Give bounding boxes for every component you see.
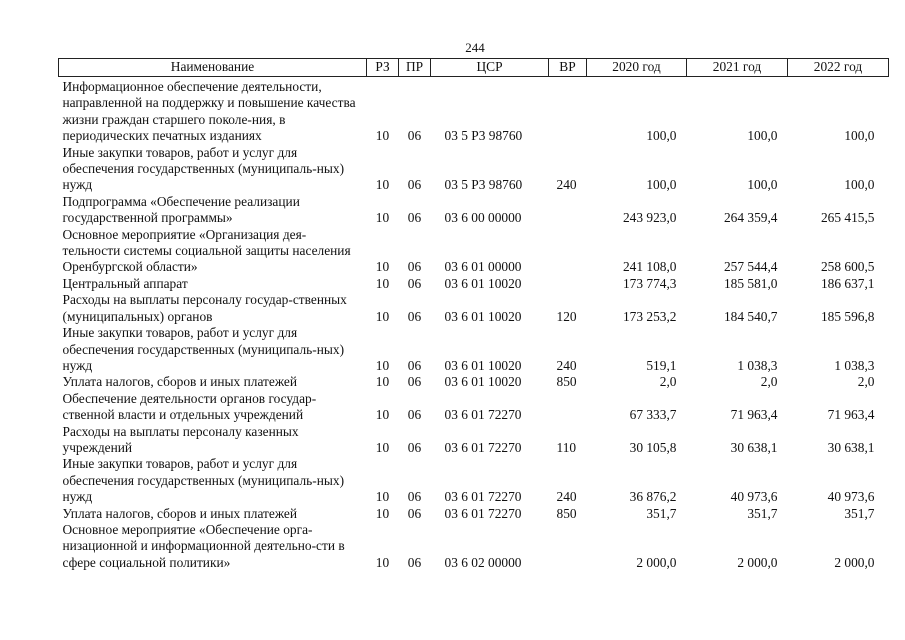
cell-2022: 2 000,0 bbox=[834, 554, 875, 570]
cell-2021: 2,0 bbox=[760, 374, 778, 390]
cell-rz: 10 bbox=[375, 554, 390, 570]
table-row bbox=[59, 145, 889, 194]
cell-name: Иные закупки товаров, работ и услуг для обеспечения государственных (муниципаль-ных) нужд bbox=[62, 144, 345, 193]
cell-csr: 03 6 01 10020 bbox=[444, 357, 522, 373]
cell-pr: 06 bbox=[407, 407, 422, 423]
cell-2022: 40 973,6 bbox=[827, 489, 875, 505]
cell-name: Основное мероприятие «Обеспечение орга-низационной и информационной деятельно-сти в сфере социальной политики» bbox=[62, 521, 345, 570]
table-row bbox=[59, 77, 889, 145]
cell-pr: 06 bbox=[407, 308, 422, 324]
cell-vr: 110 bbox=[556, 439, 577, 455]
table-body bbox=[59, 77, 889, 572]
cell-name: Центральный аппарат bbox=[62, 275, 188, 291]
cell-2021: 185 581,0 bbox=[723, 275, 778, 291]
cell-2020: 241 108,0 bbox=[622, 259, 677, 275]
cell-2022: 258 600,5 bbox=[820, 259, 875, 275]
cell-name: Расходы на выплаты персоналу казенных учреждений bbox=[62, 423, 299, 455]
cell-vr: 240 bbox=[556, 177, 577, 193]
cell-2021: 100,0 bbox=[747, 128, 778, 144]
table-row bbox=[59, 227, 889, 276]
cell-pr: 06 bbox=[407, 177, 422, 193]
table-row bbox=[59, 391, 889, 424]
header-rz: РЗ bbox=[367, 59, 399, 77]
cell-vr: 120 bbox=[556, 308, 577, 324]
cell-2022: 185 596,8 bbox=[820, 308, 875, 324]
cell-2022: 100,0 bbox=[844, 128, 875, 144]
cell-name: Иные закупки товаров, работ и услуг для обеспечения государственных (муниципаль-ных) нужд bbox=[62, 325, 345, 373]
cell-csr: 03 6 01 10020 bbox=[444, 374, 522, 390]
cell-2020: 30 105,8 bbox=[629, 439, 677, 455]
header-pr: ПР bbox=[399, 59, 431, 77]
cell-2020: 100,0 bbox=[646, 177, 677, 193]
cell-2020: 351,7 bbox=[646, 505, 677, 521]
cell-rz: 10 bbox=[375, 489, 390, 505]
cell-2022: 351,7 bbox=[844, 505, 875, 521]
cell-2020: 243 923,0 bbox=[622, 210, 677, 226]
cell-rz: 10 bbox=[375, 259, 390, 275]
cell-rz: 10 bbox=[375, 275, 390, 291]
cell-csr: 03 6 01 72270 bbox=[444, 439, 522, 455]
header-2021: 2021 год bbox=[687, 59, 788, 77]
cell-vr bbox=[549, 522, 587, 571]
cell-2021: 100,0 bbox=[747, 177, 778, 193]
cell-vr: 850 bbox=[556, 374, 577, 390]
cell-name: Основное мероприятие «Организация дея-тельности системы социальной защиты населения Оренбургской области» bbox=[62, 226, 351, 275]
cell-2021: 40 973,6 bbox=[730, 489, 778, 505]
cell-2020: 2 000,0 bbox=[636, 554, 677, 570]
budget-table bbox=[58, 58, 889, 571]
table-row bbox=[59, 456, 889, 505]
cell-vr: 240 bbox=[556, 489, 577, 505]
cell-vr: 850 bbox=[556, 505, 577, 521]
cell-2020: 100,0 bbox=[646, 128, 677, 144]
table-row bbox=[59, 276, 889, 292]
cell-pr: 06 bbox=[407, 259, 422, 275]
cell-csr: 03 6 02 00000 bbox=[444, 554, 522, 570]
cell-csr: 03 6 01 10020 bbox=[444, 275, 522, 291]
cell-pr: 06 bbox=[407, 374, 422, 390]
cell-2021: 2 000,0 bbox=[737, 554, 778, 570]
cell-name: Расходы на выплаты персоналу государ-ственных (муниципальных) органов bbox=[62, 292, 347, 324]
header-2022: 2022 год bbox=[788, 59, 889, 77]
page-number: 244 bbox=[465, 40, 485, 55]
cell-vr bbox=[549, 77, 587, 145]
cell-2022: 30 638,1 bbox=[827, 439, 875, 455]
header-name: Наименование bbox=[59, 59, 367, 77]
cell-pr: 06 bbox=[407, 210, 422, 226]
table-row bbox=[59, 424, 889, 457]
cell-csr: 03 6 01 72270 bbox=[444, 505, 522, 521]
cell-csr: 03 6 00 00000 bbox=[444, 210, 522, 226]
cell-csr: 03 5 P3 98760 bbox=[444, 177, 523, 193]
cell-vr bbox=[549, 194, 587, 227]
cell-csr: 03 6 01 10020 bbox=[444, 308, 522, 324]
cell-pr: 06 bbox=[407, 505, 422, 521]
cell-rz: 10 bbox=[375, 439, 390, 455]
table-row bbox=[59, 325, 889, 374]
cell-2020: 67 333,7 bbox=[629, 407, 677, 423]
cell-2021: 30 638,1 bbox=[730, 439, 778, 455]
cell-name: Информационное обеспечение деятельности, направленной на поддержку и повышение качества жизни граждан старшего поколе-ния, в периодических печатных изданиях bbox=[62, 79, 356, 144]
cell-2020: 2,0 bbox=[659, 374, 677, 390]
cell-pr: 06 bbox=[407, 489, 422, 505]
cell-2021: 264 359,4 bbox=[723, 210, 778, 226]
cell-vr bbox=[549, 227, 587, 276]
header-vr: ВР bbox=[549, 59, 587, 77]
cell-2022: 100,0 bbox=[844, 177, 875, 193]
header-row bbox=[59, 59, 889, 77]
cell-2021: 1 038,3 bbox=[737, 357, 778, 373]
cell-2020: 36 876,2 bbox=[629, 489, 677, 505]
cell-vr bbox=[549, 391, 587, 424]
table-header bbox=[59, 59, 889, 77]
cell-rz: 10 bbox=[375, 177, 390, 193]
cell-rz: 10 bbox=[375, 357, 390, 373]
cell-rz: 10 bbox=[375, 210, 390, 226]
header-csr: ЦСР bbox=[431, 59, 549, 77]
cell-2020: 519,1 bbox=[646, 357, 677, 373]
cell-rz: 10 bbox=[375, 308, 390, 324]
table-row bbox=[59, 374, 889, 390]
cell-pr: 06 bbox=[407, 439, 422, 455]
cell-rz: 10 bbox=[375, 128, 390, 144]
cell-pr: 06 bbox=[407, 357, 422, 373]
cell-2021: 351,7 bbox=[747, 505, 778, 521]
cell-csr: 03 5 P3 98760 bbox=[444, 128, 523, 144]
table-row bbox=[59, 194, 889, 227]
cell-pr: 06 bbox=[407, 128, 422, 144]
cell-2021: 257 544,4 bbox=[723, 259, 778, 275]
cell-2022: 71 963,4 bbox=[827, 407, 875, 423]
cell-pr: 06 bbox=[407, 554, 422, 570]
cell-2021: 184 540,7 bbox=[723, 308, 778, 324]
cell-name: Подпрограмма «Обеспечение реализации государственной программы» bbox=[62, 193, 300, 226]
cell-vr: 240 bbox=[556, 357, 577, 373]
cell-rz: 10 bbox=[375, 505, 390, 521]
table-row bbox=[59, 506, 889, 522]
table-row bbox=[59, 292, 889, 325]
cell-2021: 71 963,4 bbox=[730, 407, 778, 423]
cell-pr: 06 bbox=[407, 275, 422, 291]
cell-rz: 10 bbox=[375, 374, 390, 390]
cell-2022: 2,0 bbox=[857, 374, 875, 390]
cell-csr: 03 6 01 00000 bbox=[444, 259, 522, 275]
table-row bbox=[59, 522, 889, 571]
cell-csr: 03 6 01 72270 bbox=[444, 407, 522, 423]
header-2020: 2020 год bbox=[587, 59, 687, 77]
cell-2022: 186 637,1 bbox=[820, 275, 875, 291]
cell-name: Уплата налогов, сборов и иных платежей bbox=[62, 505, 298, 521]
cell-csr: 03 6 01 72270 bbox=[444, 489, 522, 505]
cell-2020: 173 253,2 bbox=[622, 308, 677, 324]
cell-2022: 265 415,5 bbox=[820, 210, 875, 226]
cell-vr bbox=[549, 276, 587, 292]
cell-rz: 10 bbox=[375, 407, 390, 423]
cell-2022: 1 038,3 bbox=[834, 357, 875, 373]
cell-name: Иные закупки товаров, работ и услуг для обеспечения государственных (муниципаль-ных) нужд bbox=[62, 456, 345, 505]
cell-name: Уплата налогов, сборов и иных платежей bbox=[62, 374, 298, 390]
cell-name: Обеспечение деятельности органов государ-ственной власти и отдельных учреждений bbox=[62, 390, 317, 423]
cell-2020: 173 774,3 bbox=[622, 275, 677, 291]
